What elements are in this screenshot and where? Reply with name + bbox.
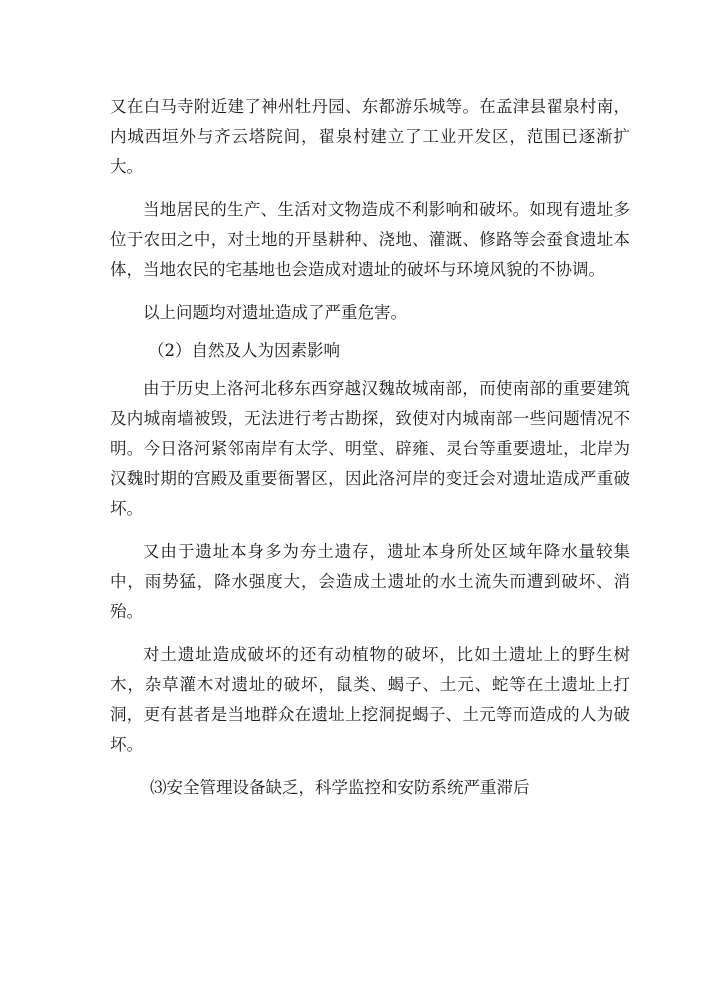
section-heading-natural-human-factors: （2）自然及人为因素影响: [148, 341, 340, 360]
paragraph-rammed-earth: 又由于遗址本身多为夯土遗存，遗址本身所处区域年降水量较集中，雨势猛，降水强度大，会造成土遗址的水土流失而遭到破坏、消殆。: [110, 542, 630, 621]
document-body: [110, 92, 630, 811]
section-heading-security-management: ⑶安全管理设备缺乏，科学监控和安防系统严重滞后: [150, 778, 530, 797]
paragraph-continuation: 又在白马寺附近建了神州牡丹园、东都游乐城等。在孟津县翟泉村南，内城西垣外与齐云塔院间，翟泉村建立了工业开发区，范围已逐渐扩大。: [110, 97, 630, 176]
paragraph-flora-fauna: 对土遗址造成破坏的还有动植物的破坏，比如土遗址上的野生树木，杂草灌木对遗址的破坏，鼠类、蝎子、土元、蛇等在土遗址上打洞，更有甚者是当地群众在遗址上挖洞捉蝎子、土元等而造成的人为破坏。: [110, 645, 630, 754]
paragraph-summary: 以上问题均对遗址造成了严重危害。: [143, 303, 407, 322]
paragraph-residents-impact: 当地居民的生产、生活对文物造成不利影响和破坏。如现有遗址多位于农田之中，对土地的开垦耕种、浇地、灌溉、修路等会蚕食遗址本体，当地农民的宅基地也会造成对遗址的破坏与环境风貌的不协调。: [110, 200, 630, 279]
paragraph-luo-river: 由于历史上洛河北移东西穿越汉魏故城南部，而使南部的重要建筑及内城南墙被毁，无法进行考古勘探，致使对内城南部一些问题情况不明。今日洛河紧邻南岸有太学、明堂、辟雍、灵台等重要遗址，北岸为汉魏时期的宫殿及重要衙署区，因此洛河岸的变迁会对遗址造成严重破坏。: [110, 379, 630, 518]
